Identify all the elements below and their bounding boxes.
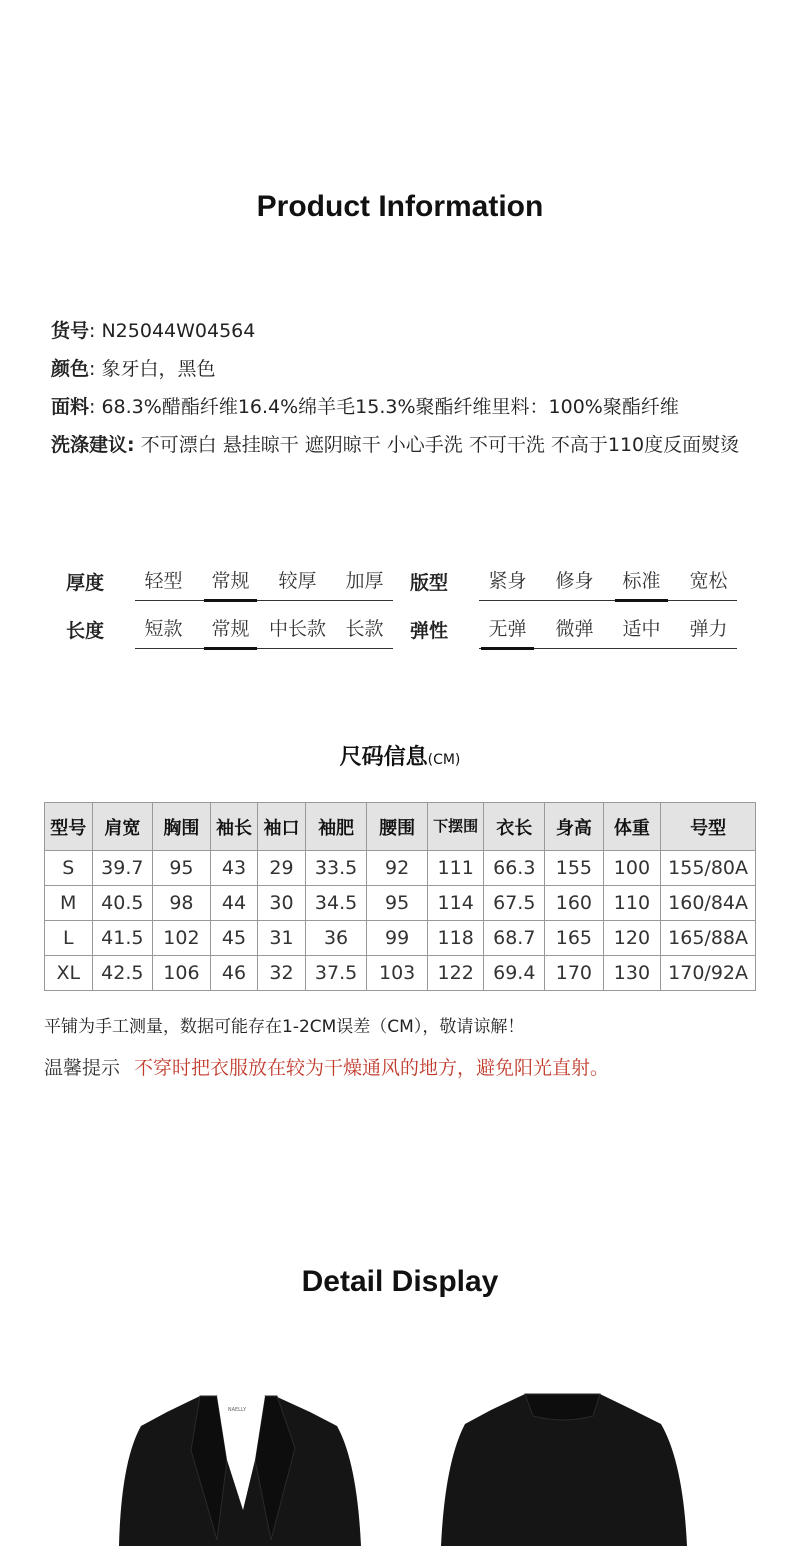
info-label: 货号 xyxy=(51,320,90,342)
info-label: 颜色 xyxy=(51,358,90,380)
table-cell: 160/84A xyxy=(661,886,756,921)
table-cell: 102 xyxy=(153,921,211,956)
table-row xyxy=(45,851,756,886)
table-cell: 100 xyxy=(603,851,661,886)
info-row-color xyxy=(51,350,781,388)
info-value: N25044W04564 xyxy=(101,320,256,342)
table-cell: 170/92A xyxy=(661,956,756,991)
attr-option: 弹力 xyxy=(689,618,728,640)
size-table-body xyxy=(45,851,756,991)
table-cell: 98 xyxy=(153,886,211,921)
table-cell: XL xyxy=(45,956,93,991)
table-cell: 114 xyxy=(427,886,484,921)
size-col-header: 袖长 xyxy=(210,803,258,851)
attr-label-elasticity: 弹性 xyxy=(410,620,449,642)
table-cell: 46 xyxy=(210,956,258,991)
info-separator: : xyxy=(89,358,102,380)
table-cell: 130 xyxy=(603,956,661,991)
attr-option: 修身 xyxy=(555,570,594,592)
info-row-fabric xyxy=(51,388,781,426)
table-cell: 67.5 xyxy=(484,886,545,921)
size-col-header: 型号 xyxy=(45,803,93,851)
table-cell: 68.7 xyxy=(484,921,545,956)
size-col-header: 体重 xyxy=(603,803,661,851)
size-info-title xyxy=(0,740,800,771)
size-table xyxy=(44,802,756,991)
attr-options-thickness xyxy=(135,564,393,601)
attr-option: 标准 xyxy=(613,564,670,600)
table-cell: 118 xyxy=(427,921,484,956)
jacket-front-image xyxy=(105,1390,375,1546)
info-label: 洗涤建议: xyxy=(51,434,135,456)
attr-options-length xyxy=(135,612,393,649)
attr-option: 中长款 xyxy=(269,618,327,640)
attr-options-elasticity xyxy=(479,612,737,649)
jacket-brand-label: NAELLY xyxy=(227,1407,247,1413)
table-cell: 120 xyxy=(603,921,661,956)
size-col-header: 袖肥 xyxy=(305,803,367,851)
table-cell: 155/80A xyxy=(661,851,756,886)
table-cell: 99 xyxy=(367,921,428,956)
table-cell: 103 xyxy=(367,956,428,991)
table-cell: 43 xyxy=(210,851,258,886)
info-row-care xyxy=(51,426,781,464)
table-cell: 29 xyxy=(258,851,306,886)
attr-label-fit: 版型 xyxy=(410,572,449,594)
attr-option: 宽松 xyxy=(689,570,728,592)
info-separator: : xyxy=(89,320,102,342)
attr-option: 加厚 xyxy=(345,570,384,592)
attr-option: 较厚 xyxy=(278,570,317,592)
table-row xyxy=(45,921,756,956)
product-info-list xyxy=(51,312,781,464)
care-tip-text: 不穿时把衣服放在较为干燥通风的地方，避免阳光直射。 xyxy=(134,1057,610,1079)
table-cell: 122 xyxy=(427,956,484,991)
table-cell: 95 xyxy=(367,886,428,921)
attr-option: 无弹 xyxy=(479,612,536,648)
table-row xyxy=(45,886,756,921)
table-cell: 66.3 xyxy=(484,851,545,886)
table-cell: 170 xyxy=(545,956,604,991)
table-cell: 31 xyxy=(258,921,306,956)
table-cell: S xyxy=(45,851,93,886)
info-label: 面料 xyxy=(51,396,90,418)
table-cell: 106 xyxy=(153,956,211,991)
attr-option: 适中 xyxy=(622,618,661,640)
info-value: 象牙白，黑色 xyxy=(101,358,216,380)
table-cell: 95 xyxy=(153,851,211,886)
size-col-header: 肩宽 xyxy=(92,803,153,851)
size-col-header: 身高 xyxy=(545,803,604,851)
info-row-sku xyxy=(51,312,781,350)
table-cell: 42.5 xyxy=(92,956,153,991)
table-cell: 92 xyxy=(367,851,428,886)
info-value: 不可漂白 悬挂晾干 遮阴晾干 小心手洗 不可干洗 不高于110度反面熨烫 xyxy=(140,434,740,456)
table-cell: 155 xyxy=(545,851,604,886)
attr-options-fit xyxy=(479,564,737,601)
detail-display-heading: Detail Display xyxy=(301,1265,499,1298)
attr-label-length: 长度 xyxy=(66,620,105,642)
attr-option: 轻型 xyxy=(144,570,183,592)
table-cell: 37.5 xyxy=(305,956,367,991)
size-col-header: 号型 xyxy=(661,803,756,851)
attr-option: 短款 xyxy=(144,618,183,640)
table-cell: 30 xyxy=(258,886,306,921)
measurement-note: 平铺为手工测量，数据可能存在1-2CM误差（CM），敬请谅解！ xyxy=(44,1017,525,1037)
table-cell: 34.5 xyxy=(305,886,367,921)
size-col-header: 下摆围 xyxy=(427,803,484,851)
size-info-title-text: 尺码信息 xyxy=(339,745,428,770)
care-tip-label: 温馨提示 xyxy=(44,1057,121,1079)
attr-option: 长款 xyxy=(345,618,384,640)
size-col-header: 衣长 xyxy=(484,803,545,851)
table-cell: 69.4 xyxy=(484,956,545,991)
size-table-header xyxy=(45,803,756,851)
product-info-heading: Product Information xyxy=(256,190,544,223)
table-cell: 41.5 xyxy=(92,921,153,956)
attr-option: 常规 xyxy=(202,612,259,648)
info-separator: : xyxy=(89,396,102,418)
table-cell: 40.5 xyxy=(92,886,153,921)
table-cell: L xyxy=(45,921,93,956)
table-cell: M xyxy=(45,886,93,921)
table-cell: 160 xyxy=(545,886,604,921)
table-cell: 33.5 xyxy=(305,851,367,886)
table-cell: 36 xyxy=(305,921,367,956)
care-tip xyxy=(44,1053,609,1080)
size-col-header: 腰围 xyxy=(367,803,428,851)
table-cell: 110 xyxy=(603,886,661,921)
table-cell: 44 xyxy=(210,886,258,921)
info-value: 68.3%醋酯纤维16.4%绵羊毛15.3%聚酯纤维里料：100%聚酯纤维 xyxy=(101,396,679,418)
attr-label-thickness: 厚度 xyxy=(66,572,105,594)
attr-option: 微弹 xyxy=(555,618,594,640)
size-col-header: 袖口 xyxy=(258,803,306,851)
table-cell: 165 xyxy=(545,921,604,956)
table-cell: 39.7 xyxy=(92,851,153,886)
table-cell: 111 xyxy=(427,851,484,886)
jacket-back-image xyxy=(425,1390,695,1546)
table-row xyxy=(45,956,756,991)
size-info-unit: (CM) xyxy=(427,752,461,768)
size-col-header: 胸围 xyxy=(153,803,211,851)
table-cell: 165/88A xyxy=(661,921,756,956)
table-cell: 32 xyxy=(258,956,306,991)
attr-option: 常规 xyxy=(202,564,259,600)
attr-option: 紧身 xyxy=(488,570,527,592)
table-cell: 45 xyxy=(210,921,258,956)
